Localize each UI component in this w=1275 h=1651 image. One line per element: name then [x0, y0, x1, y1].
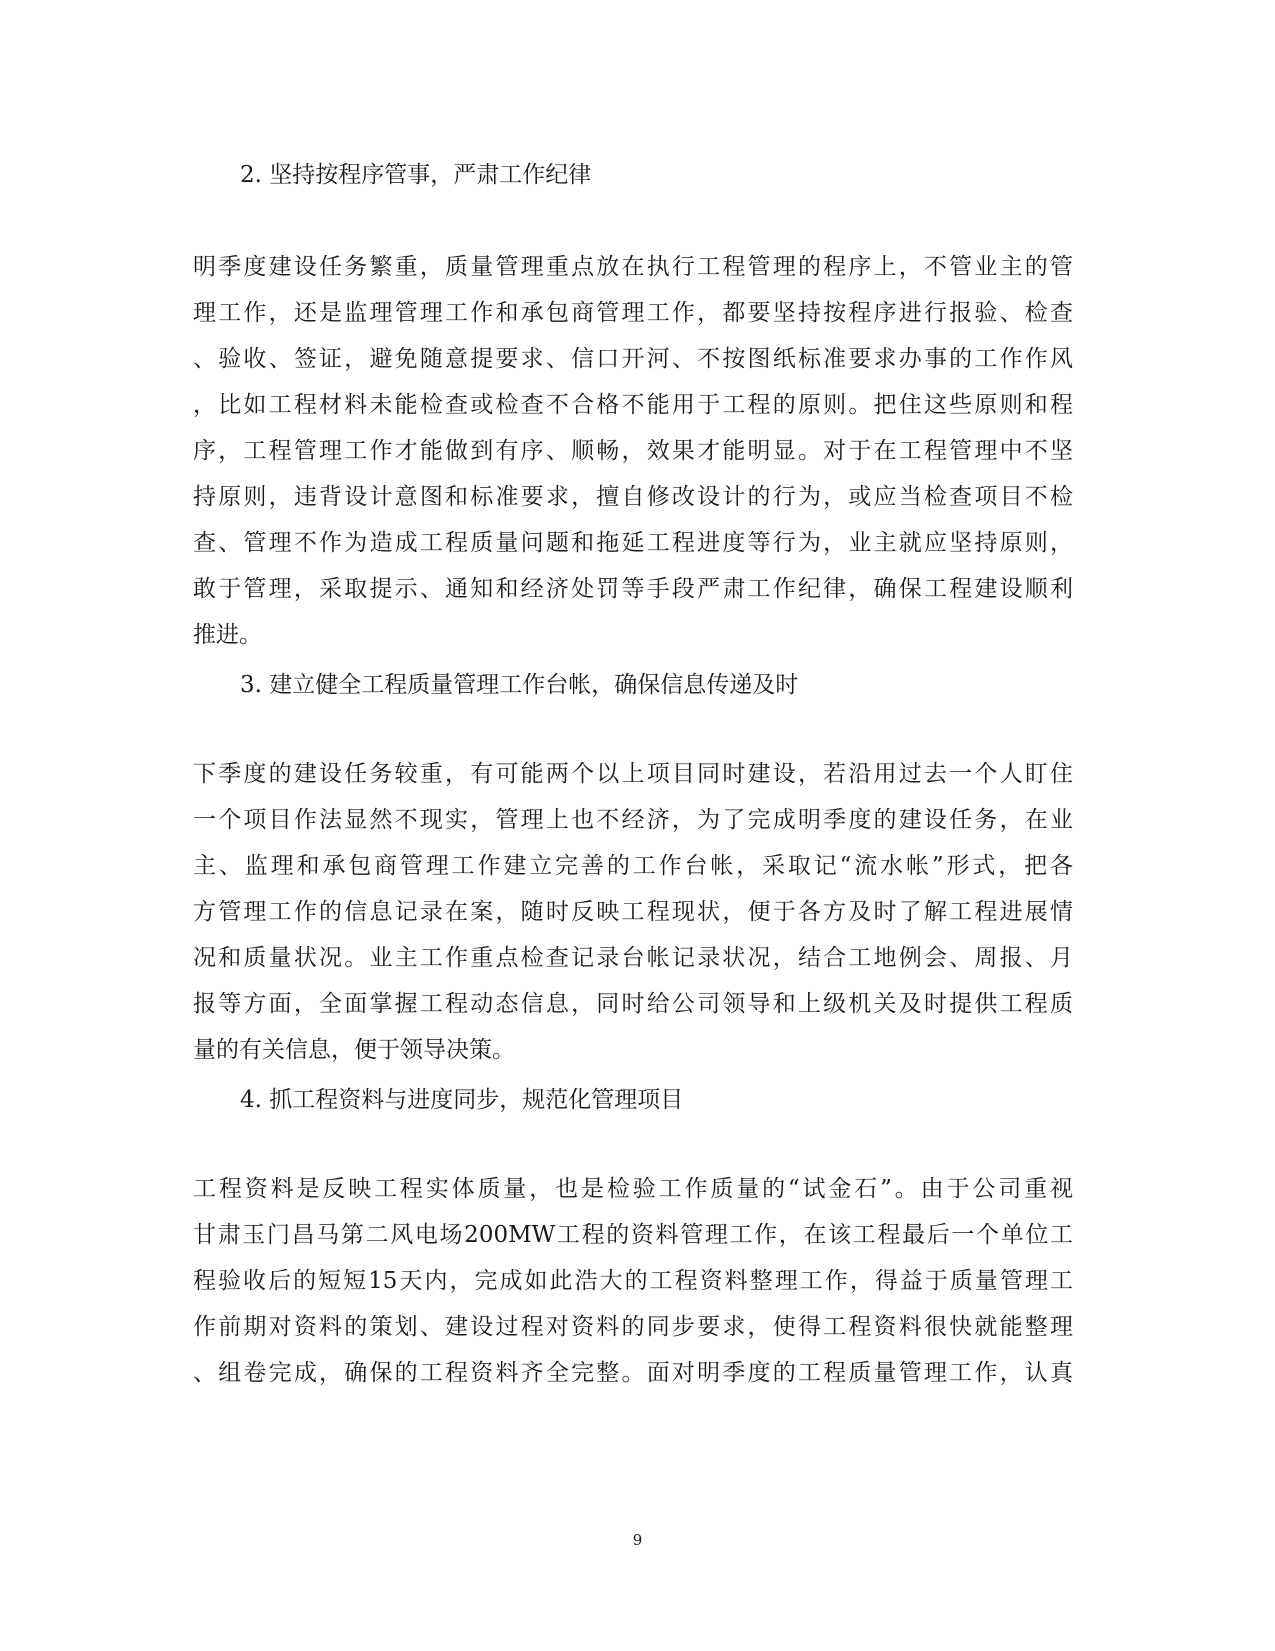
- section-body-4: [193, 1166, 1073, 1396]
- body-line: 报等方面，全面掌握工程动态信息，同时给公司领导和上级机关及时提供工程质: [193, 991, 1073, 1017]
- body-line: 量的有关信息，便于领导决策。: [193, 1037, 515, 1063]
- body-line: 下季度的建设任务较重，有可能两个以上项目同时建设，若沿用过去一个人盯住: [193, 761, 1073, 787]
- body-line: 推进。: [193, 622, 262, 648]
- body-line: 敢于管理，采取提示、通知和经济处罚等手段严肃工作纪律，确保工程建设顺利: [193, 576, 1073, 602]
- body-line: 序，工程管理工作才能做到有序、顺畅，效果才能明显。对于在工程管理中不坚: [193, 438, 1073, 464]
- body-line: 主、监理和承包商管理工作建立完善的工作台帐，采取记“流水帐”形式，把各: [193, 853, 1073, 879]
- body-line: 况和质量状况。业主工作重点检查记录台帐记录状况，结合工地例会、周报、月: [193, 945, 1073, 971]
- body-line: 、组卷完成，确保的工程资料齐全完整。面对明季度的工程质量管理工作，认真: [193, 1360, 1073, 1386]
- body-line: 查、管理不作为造成工程质量问题和拖延工程进度等行为，业主就应坚持原则，: [193, 530, 1073, 556]
- body-line: ，比如工程材料未能检查或检查不合格不能用于工程的原则。把住这些原则和程: [193, 392, 1073, 418]
- body-line: 理工作，还是监理管理工作和承包商管理工作，都要坚持按程序进行报验、检查: [193, 300, 1073, 326]
- body-line: 方管理工作的信息记录在案，随时反映工程现状，便于各方及时了解工程进展情: [193, 899, 1073, 925]
- body-line: 程验收后的短短15天内，完成如此浩大的工程资料整理工作，得益于质量管理工: [193, 1268, 1073, 1294]
- section-heading-4: 4. 抓工程资料与进度同步，规范化管理项目: [240, 1087, 684, 1113]
- body-line: 、验收、签证，避免随意提要求、信口开河、不按图纸标准要求办事的工作作风: [193, 346, 1073, 372]
- body-line: 工程资料是反映工程实体质量，也是检验工作质量的“试金石”。由于公司重视: [193, 1176, 1073, 1202]
- body-line: 明季度建设任务繁重，质量管理重点放在执行工程管理的程序上，不管业主的管: [193, 254, 1073, 280]
- body-line: 一个项目作法显然不现实，管理上也不经济，为了完成明季度的建设任务，在业: [193, 807, 1073, 833]
- section-heading-2: 2. 坚持按程序管事，严肃工作纪律: [240, 162, 592, 188]
- body-line: 甘肃玉门昌马第二风电场200MW工程的资料管理工作，在该工程最后一个单位工: [193, 1222, 1073, 1248]
- body-line: 持原则，违背设计意图和标准要求，擅自修改设计的行为，或应当检查项目不检: [193, 484, 1073, 510]
- section-heading-3: 3. 建立健全工程质量管理工作台帐，确保信息传递及时: [240, 672, 799, 698]
- body-line: 作前期对资料的策划、建设过程对资料的同步要求，使得工程资料很快就能整理: [193, 1314, 1073, 1340]
- page-number: 9: [632, 1531, 643, 1549]
- section-body-3: [193, 751, 1073, 1073]
- section-body-2: [193, 244, 1073, 658]
